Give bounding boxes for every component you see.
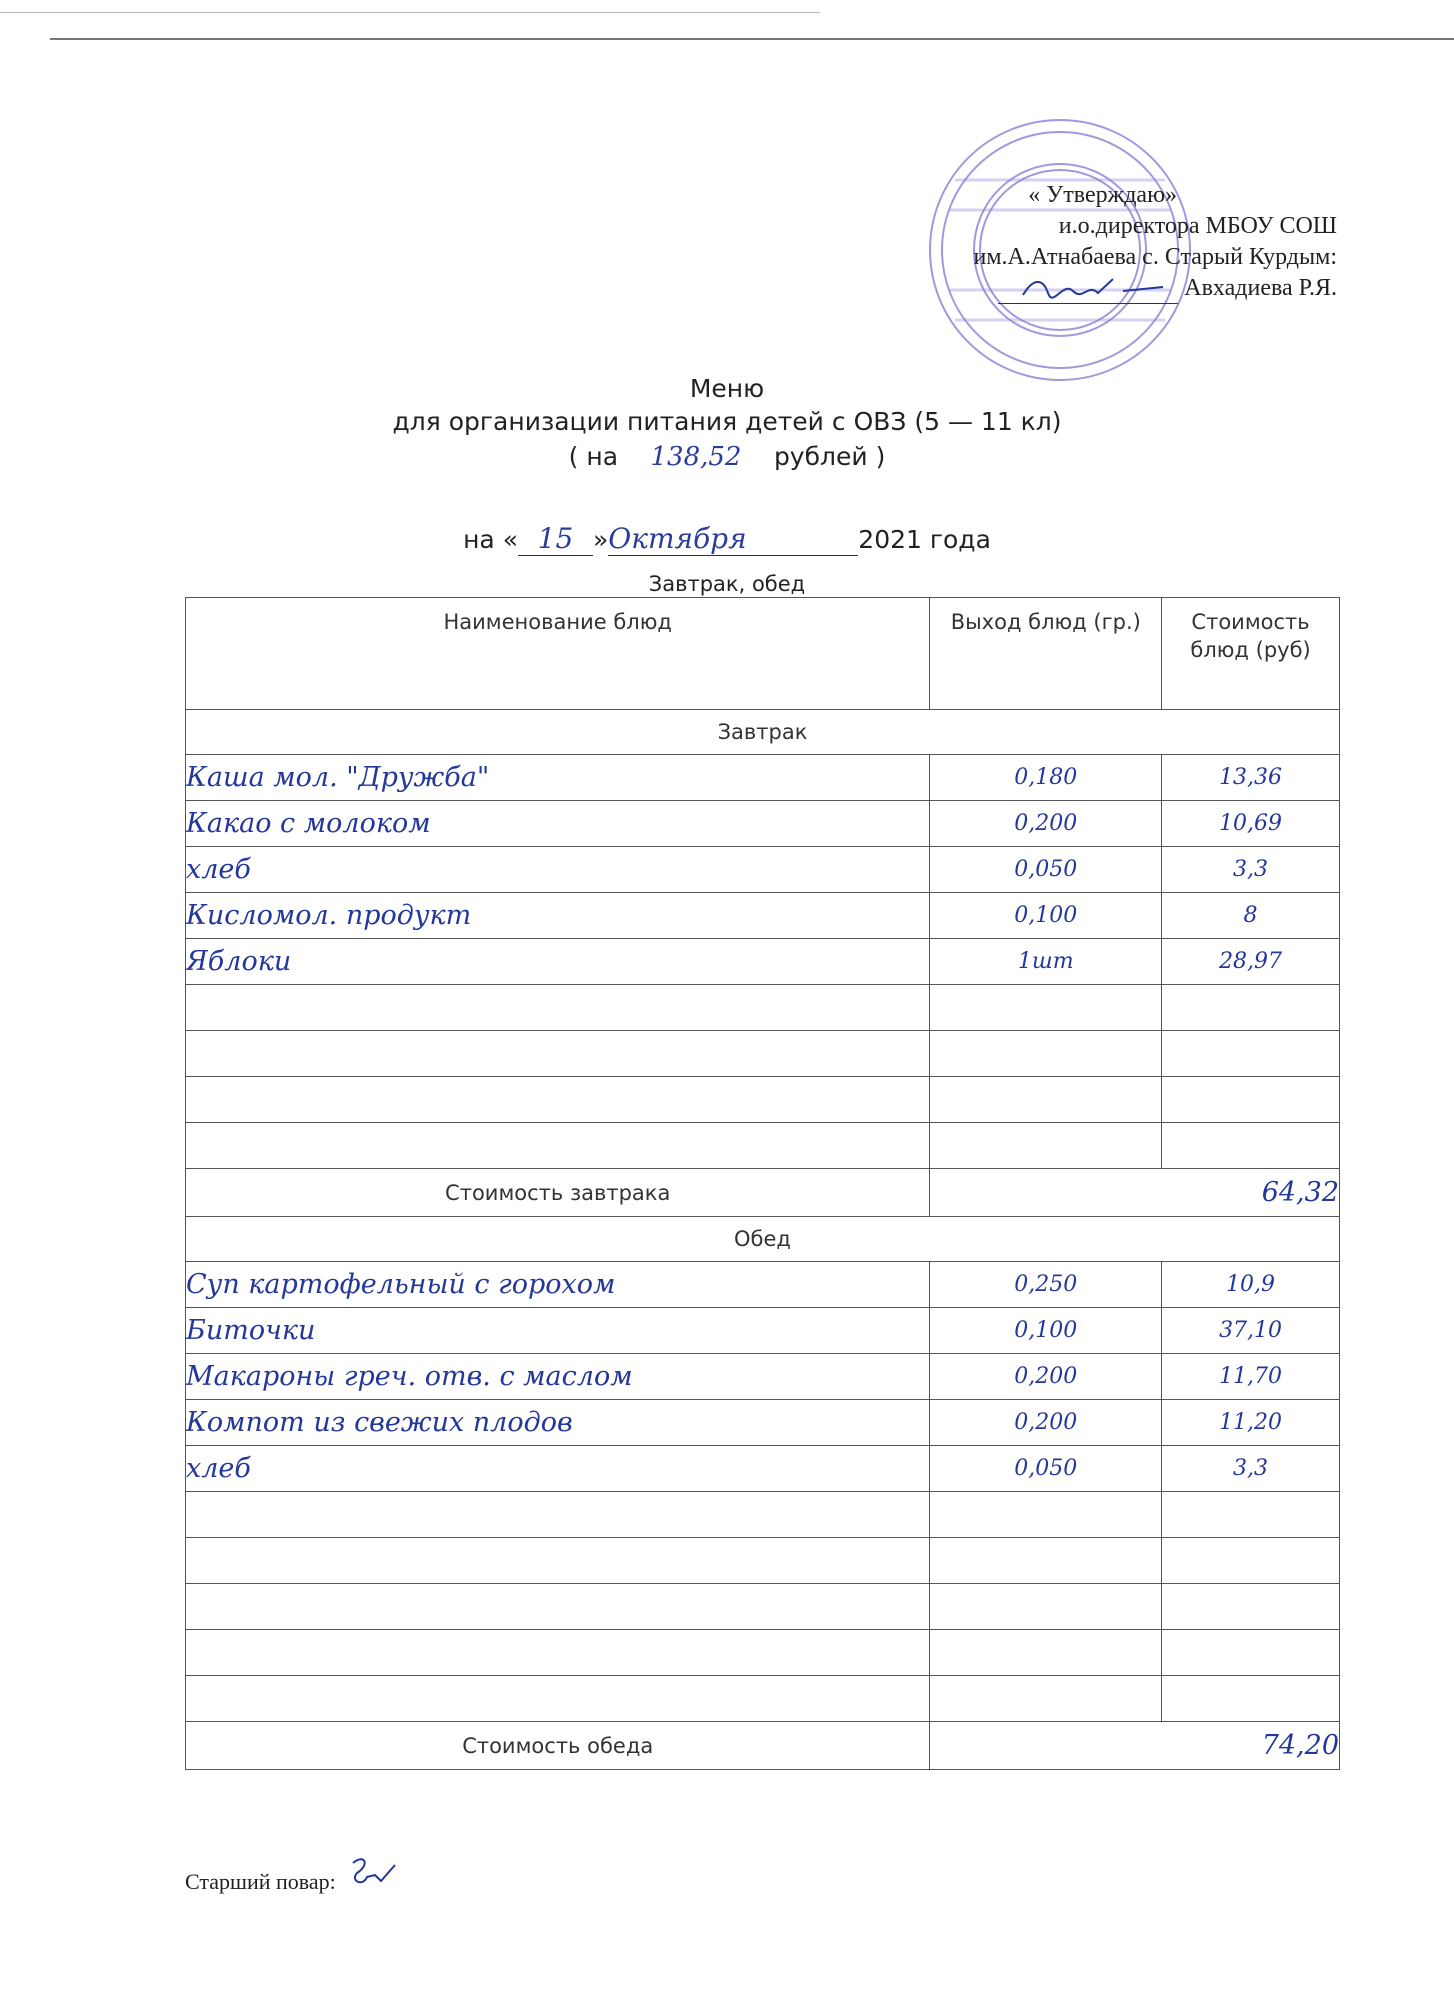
date-mid: »	[593, 525, 609, 554]
dish-yield-cell	[930, 1308, 1162, 1354]
dish-yield-cell	[930, 1538, 1162, 1584]
dish-name-cell	[186, 1492, 930, 1538]
section-row-lunch	[186, 1217, 1340, 1262]
table-row	[186, 893, 1340, 939]
dish-yield-cell	[930, 939, 1162, 985]
dish-name: Кисломол. продукт	[186, 900, 472, 931]
dish-yield-cell	[930, 1446, 1162, 1492]
total-label-breakfast: Стоимость завтрака	[186, 1169, 930, 1217]
column-header-yield: Выход блюд (гр.)	[930, 598, 1162, 710]
dish-yield-cell	[930, 1492, 1162, 1538]
dish-name-cell	[186, 1400, 930, 1446]
dish-cost: 10,9	[1226, 1272, 1276, 1297]
price-suffix: рублей )	[773, 442, 886, 471]
total-row-lunch	[186, 1722, 1340, 1770]
dish-yield-cell	[930, 801, 1162, 847]
dish-name: Макароны греч. отв. с маслом	[186, 1361, 633, 1392]
dish-name-cell	[186, 801, 930, 847]
dish-name-cell	[186, 755, 930, 801]
table-row	[186, 1492, 1340, 1538]
dish-yield-cell	[930, 1400, 1162, 1446]
section-title-breakfast: Завтрак	[186, 710, 1340, 755]
approval-line-2: и.о.директора МБОУ СОШ	[1058, 213, 1337, 239]
table-row	[186, 1538, 1340, 1584]
dish-name: хлеб	[186, 1453, 251, 1484]
meals-caption: Завтрак, обед	[648, 572, 806, 596]
date-day: 15	[518, 522, 593, 556]
dish-name-cell	[186, 1308, 930, 1354]
dish-cost: 11,70	[1219, 1364, 1283, 1389]
table-row	[186, 801, 1340, 847]
dish-cost: 37,10	[1219, 1318, 1283, 1343]
table-row	[186, 1077, 1340, 1123]
dish-name: Какао с молоком	[186, 808, 431, 839]
dish-yield-cell	[930, 1262, 1162, 1308]
dish-yield: 0,100	[1014, 903, 1078, 928]
dish-yield: 0,200	[1014, 1410, 1078, 1435]
total-row-breakfast	[186, 1169, 1340, 1217]
dish-cost-cell	[1162, 1538, 1340, 1584]
dish-name-cell	[186, 1584, 930, 1630]
dish-name-cell	[186, 1676, 930, 1722]
dish-yield-cell	[930, 985, 1162, 1031]
dish-cost: 28,97	[1219, 949, 1283, 974]
total-amount-lunch: 74,20	[1261, 1730, 1339, 1761]
menu-table	[185, 597, 1340, 1770]
dish-yield: 1шт	[1017, 949, 1074, 974]
section-title-lunch: Обед	[186, 1217, 1340, 1262]
table-row	[186, 1123, 1340, 1169]
dish-name-cell	[186, 893, 930, 939]
dish-name: Каша мол. "Дружба"	[186, 762, 490, 793]
dish-name-cell	[186, 1262, 930, 1308]
date-suffix: 2021 года	[858, 525, 991, 554]
table-row	[186, 1400, 1340, 1446]
dish-name: хлеб	[186, 854, 251, 885]
dish-name-cell	[186, 939, 930, 985]
dish-yield-cell	[930, 847, 1162, 893]
dish-yield-cell	[930, 1077, 1162, 1123]
table-header-row	[186, 598, 1340, 710]
dish-cost-cell	[1162, 1308, 1340, 1354]
table-row	[186, 755, 1340, 801]
total-label-lunch: Стоимость обеда	[186, 1722, 930, 1770]
total-amount-breakfast: 64,32	[1261, 1177, 1339, 1208]
date-month: Октября	[608, 522, 858, 556]
dish-cost: 3,3	[1233, 1456, 1269, 1481]
dish-name-cell	[186, 1077, 930, 1123]
dish-cost-cell	[1162, 893, 1340, 939]
price-line	[0, 440, 1454, 474]
dish-name: Компот из свежих плодов	[186, 1407, 573, 1438]
table-row	[186, 1676, 1340, 1722]
dish-yield: 0,050	[1014, 1456, 1078, 1481]
table-row	[186, 1584, 1340, 1630]
column-header-name: Наименование блюд	[186, 598, 930, 710]
top-edge-line	[0, 12, 820, 13]
dish-cost-cell	[1162, 801, 1340, 847]
dish-cost-cell	[1162, 1354, 1340, 1400]
dish-name-cell	[186, 1538, 930, 1584]
dish-cost-cell	[1162, 1400, 1340, 1446]
dish-name: Яблоки	[186, 946, 292, 977]
dish-yield-cell	[930, 1584, 1162, 1630]
chef-label: Старший повар:	[185, 1869, 336, 1894]
dish-yield: 0,200	[1014, 811, 1078, 836]
table-row	[186, 939, 1340, 985]
dish-name-cell	[186, 1630, 930, 1676]
dish-yield-cell	[930, 1630, 1162, 1676]
table-row	[186, 985, 1340, 1031]
dish-cost: 11,20	[1219, 1410, 1283, 1435]
dish-cost-cell	[1162, 1031, 1340, 1077]
table-row	[186, 1308, 1340, 1354]
director-name: Авхадиева Р.Я.	[1184, 275, 1337, 301]
page-title: Меню	[689, 374, 765, 403]
table-row	[186, 1446, 1340, 1492]
dish-cost-cell	[1162, 847, 1340, 893]
dish-cost: 10,69	[1219, 811, 1283, 836]
dish-yield: 0,250	[1014, 1272, 1078, 1297]
approval-signature-line	[974, 273, 1338, 304]
table-row	[186, 1354, 1340, 1400]
dish-yield: 0,100	[1014, 1318, 1078, 1343]
dish-name: Биточки	[186, 1315, 316, 1346]
dish-cost: 8	[1243, 903, 1258, 928]
table-row	[186, 847, 1340, 893]
dish-yield-cell	[930, 1676, 1162, 1722]
dish-cost-cell	[1162, 985, 1340, 1031]
dish-yield-cell	[930, 755, 1162, 801]
dish-yield: 0,200	[1014, 1364, 1078, 1389]
price-value: 138,52	[650, 442, 742, 472]
dish-cost: 13,36	[1219, 765, 1283, 790]
table-row	[186, 1262, 1340, 1308]
dish-cost-cell	[1162, 1077, 1340, 1123]
dish-cost-cell	[1162, 939, 1340, 985]
table-row	[186, 1630, 1340, 1676]
dish-name-cell	[186, 847, 930, 893]
dish-name-cell	[186, 1354, 930, 1400]
dish-cost: 3,3	[1233, 857, 1269, 882]
chef-signature-block	[185, 1853, 405, 1895]
dish-cost-cell	[1162, 1262, 1340, 1308]
director-signature	[998, 277, 1178, 304]
top-rule	[50, 38, 1454, 40]
chef-signature	[345, 1853, 405, 1895]
page-subtitle: для организации питания детей с ОВЗ (5 — 11 кл)	[392, 407, 1062, 436]
price-prefix: ( на	[568, 442, 619, 471]
date-line	[0, 522, 1454, 556]
dish-cost-cell	[1162, 1630, 1340, 1676]
dish-cost-cell	[1162, 1123, 1340, 1169]
approval-line-3: им.А.Атнабаева с. Старый Курдым:	[973, 244, 1337, 270]
approval-block	[974, 180, 1338, 304]
dish-yield-cell	[930, 1031, 1162, 1077]
dish-name-cell	[186, 1123, 930, 1169]
dish-cost-cell	[1162, 1676, 1340, 1722]
total-value-lunch	[930, 1722, 1340, 1770]
dish-name-cell	[186, 1446, 930, 1492]
dish-yield: 0,050	[1014, 857, 1078, 882]
dish-yield-cell	[930, 893, 1162, 939]
table-row	[186, 1031, 1340, 1077]
dish-yield-cell	[930, 1123, 1162, 1169]
dish-name-cell	[186, 985, 930, 1031]
dish-cost-cell	[1162, 755, 1340, 801]
dish-name: Суп картофельный с горохом	[186, 1269, 616, 1300]
dish-cost-cell	[1162, 1492, 1340, 1538]
column-header-cost: Стоимость блюд (руб)	[1162, 598, 1340, 710]
approval-line-1: « Утверждаю»	[1028, 182, 1177, 208]
dish-yield: 0,180	[1014, 765, 1078, 790]
dish-cost-cell	[1162, 1446, 1340, 1492]
section-row-breakfast	[186, 710, 1340, 755]
date-prefix: на «	[463, 525, 518, 554]
dish-cost-cell	[1162, 1584, 1340, 1630]
dish-yield-cell	[930, 1354, 1162, 1400]
dish-name-cell	[186, 1031, 930, 1077]
total-value-breakfast	[930, 1169, 1340, 1217]
